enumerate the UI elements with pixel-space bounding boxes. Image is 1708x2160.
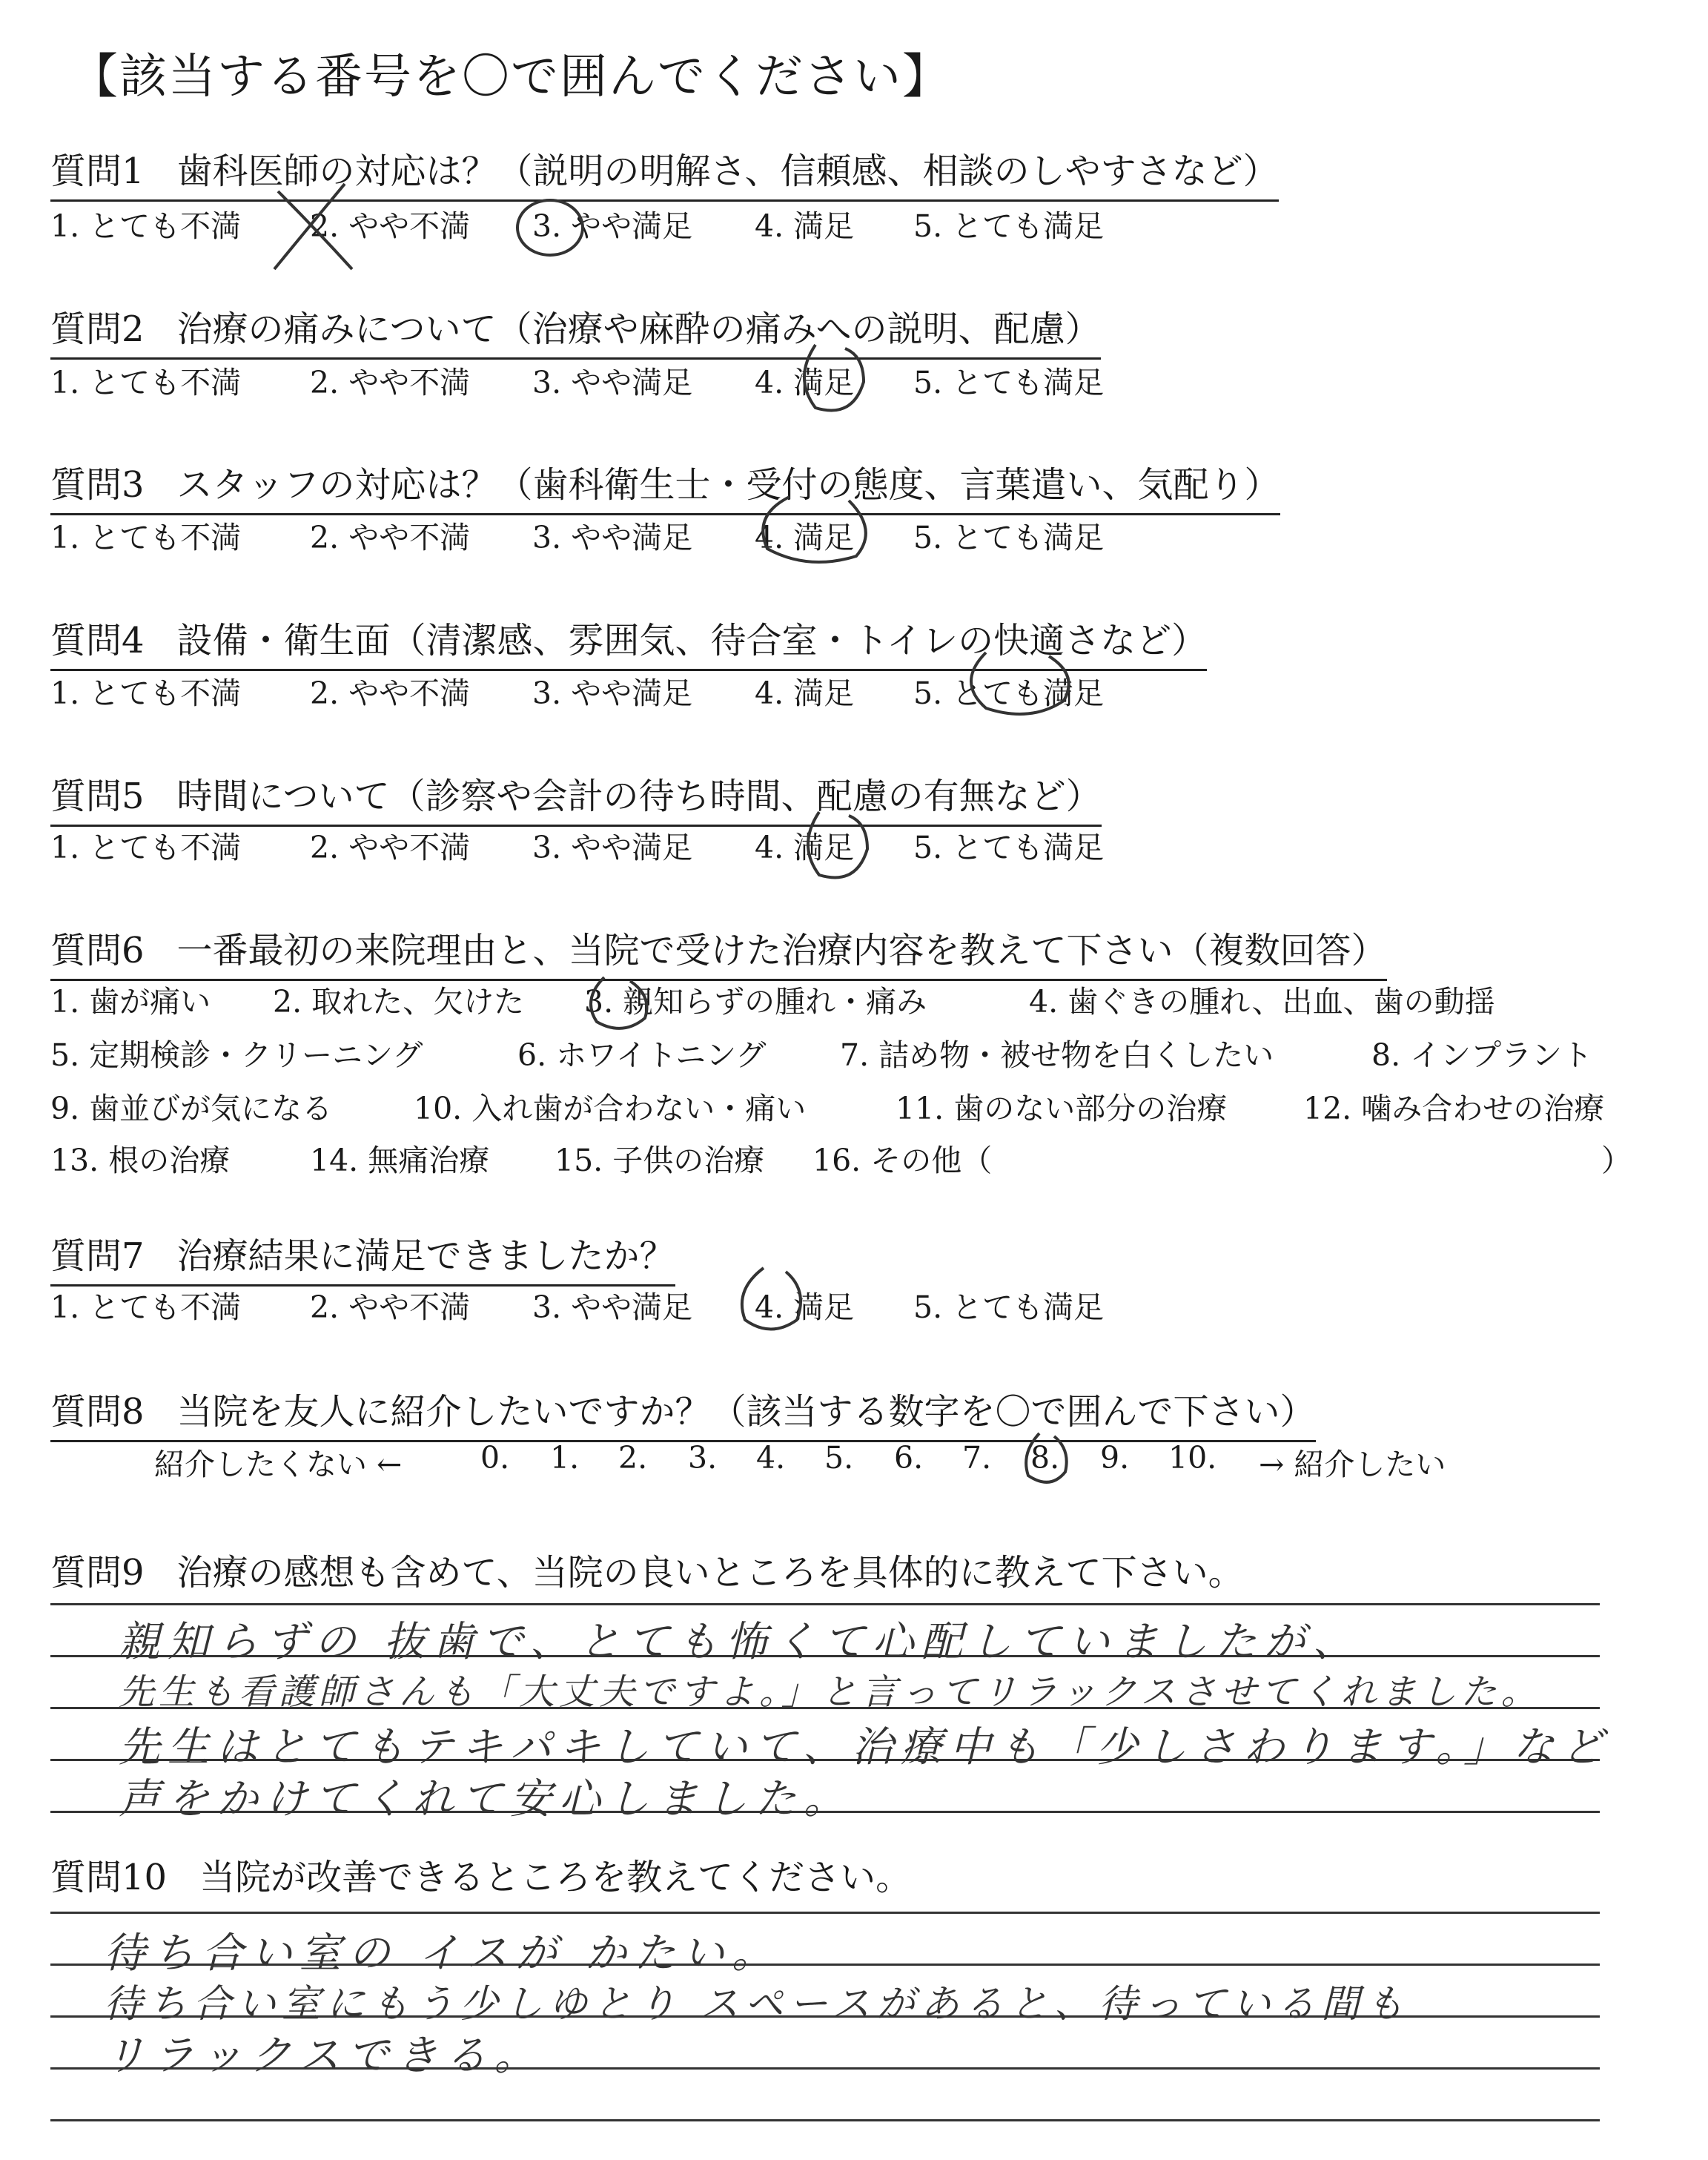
question-6-label: 質問6 xyxy=(50,930,145,971)
q6-option-13[interactable]: 13. 根の治療 xyxy=(50,1143,231,1178)
question-9-text: 治療の感想も含めて、当院の良いところを具体的に教えて下さい。 xyxy=(176,1552,1244,1593)
q5-option-3[interactable]: 3. やや満足 xyxy=(532,830,693,865)
q3-option-2[interactable]: 2. やや不満 xyxy=(310,520,471,555)
q1-option-5[interactable]: 5. とても満足 xyxy=(913,208,1105,244)
question-5-label: 質問5 xyxy=(50,776,145,817)
q3-option-1[interactable]: 1. とても不満 xyxy=(50,520,242,555)
q5-option-5[interactable]: 5. とても満足 xyxy=(913,830,1105,865)
q8-option-2[interactable]: 2. xyxy=(618,1440,648,1476)
question-5-text: 時間について（診察や会計の待ち時間、配慮の有無など） xyxy=(176,776,1102,817)
q6-option-2[interactable]: 2. 取れた、欠けた xyxy=(273,984,525,1020)
question-1-label: 質問1 xyxy=(50,151,145,192)
q5-option-4[interactable]: 4. 満足 xyxy=(755,830,855,865)
q4-option-5[interactable]: 5. とても満足 xyxy=(913,676,1105,711)
q6-other-close-paren: ） xyxy=(1601,1143,1632,1178)
q6-option-6[interactable]: 6. ホワイトニング xyxy=(517,1037,767,1073)
q3-option-4[interactable]: 4. 満足 xyxy=(755,520,855,555)
question-1-text: 歯科医師の対応は？（説明の明解さ、信頼感、相談のしやすさなど） xyxy=(176,151,1279,192)
question-3-title xyxy=(50,456,1280,515)
q8-option-8[interactable]: 8. xyxy=(1030,1440,1060,1476)
q9-answer-line xyxy=(50,1603,1600,1605)
q8-option-0[interactable]: 0. xyxy=(480,1440,510,1476)
q9-answer-text-3[interactable]: 先生はとてもテキパキしていて、治療中も「少しさわります。」など xyxy=(119,1723,1611,1771)
question-9-title xyxy=(50,1544,1244,1601)
q2-option-5[interactable]: 5. とても満足 xyxy=(913,365,1105,400)
q2-option-2[interactable]: 2. やや不満 xyxy=(310,365,471,400)
q6-option-14[interactable]: 14. 無痛治療 xyxy=(310,1143,490,1178)
q6-option-8[interactable]: 8. インプラント xyxy=(1371,1037,1593,1073)
question-1-title xyxy=(50,142,1279,202)
question-7-text: 治療結果に満足できましたか？ xyxy=(176,1235,675,1277)
q6-option-11[interactable]: 11. 歯のない部分の治療 xyxy=(896,1091,1228,1126)
q10-answer-text-2[interactable]: 待ち合い室にもう少しゆとり スペースがあると、待っている間も xyxy=(104,1982,1410,2027)
question-7-label: 質問7 xyxy=(50,1235,145,1277)
q8-option-5[interactable]: 5. xyxy=(824,1440,854,1476)
question-6-title xyxy=(50,922,1387,981)
q8-option-10[interactable]: 10. xyxy=(1168,1440,1217,1476)
q8-right-label: → 紹介したい xyxy=(1259,1447,1446,1482)
q8-option-4[interactable]: 4. xyxy=(756,1440,786,1476)
q7-option-5[interactable]: 5. とても満足 xyxy=(913,1289,1105,1325)
q8-option-9[interactable]: 9. xyxy=(1100,1440,1130,1476)
q1-option-1[interactable]: 1. とても不満 xyxy=(50,208,242,244)
question-2-title xyxy=(50,300,1101,360)
question-9-label: 質問9 xyxy=(50,1552,145,1593)
question-8-title xyxy=(50,1383,1316,1442)
q7-option-3[interactable]: 3. やや満足 xyxy=(532,1289,693,1325)
q2-option-4[interactable]: 4. 満足 xyxy=(755,365,855,400)
question-2-text: 治療の痛みについて（治療や麻酔の痛みへの説明、配慮） xyxy=(176,308,1101,350)
question-8-text: 当院を友人に紹介したいですか？（該当する数字を〇で囲んで下さい） xyxy=(176,1391,1316,1433)
q8-option-6[interactable]: 6. xyxy=(894,1440,924,1476)
q7-option-4[interactable]: 4. 満足 xyxy=(755,1289,855,1325)
q6-option-3[interactable]: 3. 親知らずの腫れ・痛み xyxy=(584,984,927,1020)
page-title: 【該当する番号を〇で囲んでください】 xyxy=(70,50,951,105)
q4-option-3[interactable]: 3. やや満足 xyxy=(532,676,693,711)
q1-option-2[interactable]: 2. やや不満 xyxy=(310,208,471,244)
q6-option-9[interactable]: 9. 歯並びが気になる xyxy=(50,1091,333,1126)
question-10-label: 質問10 xyxy=(50,1857,168,1898)
question-3-label: 質問3 xyxy=(50,464,145,506)
q8-option-1[interactable]: 1. xyxy=(550,1440,580,1476)
q6-option-5[interactable]: 5. 定期検診・クリーニング xyxy=(50,1037,423,1073)
question-3-text: スタッフの対応は？（歯科衛生士・受付の態度、言葉遣い、気配り） xyxy=(176,464,1280,506)
q10-answer-text-1[interactable]: 待ち合い室の イスが かたい。 xyxy=(104,1929,781,1978)
question-10-text: 当院が改善できるところを教えてください。 xyxy=(199,1857,912,1898)
q6-option-7[interactable]: 7. 詰め物・被せ物を白くしたい xyxy=(840,1037,1274,1073)
q8-option-7[interactable]: 7. xyxy=(962,1440,992,1476)
q5-option-2[interactable]: 2. やや不満 xyxy=(310,830,471,865)
q9-answer-text-4[interactable]: 声をかけてくれて安心しました。 xyxy=(119,1775,853,1823)
question-4-title xyxy=(50,612,1207,671)
q6-option-4[interactable]: 4. 歯ぐきの腫れ、出血、歯の動揺 xyxy=(1029,984,1495,1020)
q7-option-2[interactable]: 2. やや不満 xyxy=(310,1289,471,1325)
q2-option-1[interactable]: 1. とても不満 xyxy=(50,365,242,400)
question-7-title xyxy=(50,1227,675,1287)
q6-option-10[interactable]: 10. 入れ歯が合わない・痛い xyxy=(414,1091,807,1126)
question-10-title xyxy=(50,1849,911,1906)
q10-answer-line xyxy=(50,1912,1600,1914)
question-6-text: 一番最初の来院理由と、当院で受けた治療内容を教えて下さい（複数回答） xyxy=(176,930,1387,971)
q10-answer-line xyxy=(50,2119,1600,2121)
q7-option-1[interactable]: 1. とても不満 xyxy=(50,1289,242,1325)
q1-option-4[interactable]: 4. 満足 xyxy=(755,208,855,244)
q3-option-3[interactable]: 3. やや満足 xyxy=(532,520,693,555)
q9-answer-text-2[interactable]: 先生も看護師さんも「大丈夫ですよ。」と言ってリラックスさせてくれました。 xyxy=(119,1671,1541,1713)
q9-answer-text-1[interactable]: 親知らずの 抜歯で、とても怖くて心配していましたが、 xyxy=(119,1618,1362,1666)
q6-option-12[interactable]: 12. 噛み合わせの治療 xyxy=(1303,1091,1605,1126)
q4-option-4[interactable]: 4. 満足 xyxy=(755,676,855,711)
q6-option-15[interactable]: 15. 子供の治療 xyxy=(555,1143,765,1178)
question-4-label: 質問4 xyxy=(50,620,145,661)
q10-answer-text-3[interactable]: リラックスできる。 xyxy=(104,2032,543,2080)
q4-option-2[interactable]: 2. やや不満 xyxy=(310,676,471,711)
q4-option-1[interactable]: 1. とても不満 xyxy=(50,676,242,711)
q5-option-1[interactable]: 1. とても不満 xyxy=(50,830,242,865)
q1-option-3[interactable]: 3. やや満足 xyxy=(532,208,693,244)
q2-option-3[interactable]: 3. やや満足 xyxy=(532,365,693,400)
q3-option-5[interactable]: 5. とても満足 xyxy=(913,520,1105,555)
q8-option-3[interactable]: 3. xyxy=(688,1440,718,1476)
q6-option-1[interactable]: 1. 歯が痛い xyxy=(50,984,211,1020)
q8-left-label: 紹介したくない ← xyxy=(154,1447,403,1482)
question-4-text: 設備・衛生面（清潔感、雰囲気、待合室・トイレの快適さなど） xyxy=(176,620,1208,661)
q6-option-16[interactable]: 16. その他（ xyxy=(812,1143,993,1178)
question-5-title xyxy=(50,767,1102,827)
question-2-label: 質問2 xyxy=(50,308,145,350)
question-8-label: 質問8 xyxy=(50,1391,145,1433)
